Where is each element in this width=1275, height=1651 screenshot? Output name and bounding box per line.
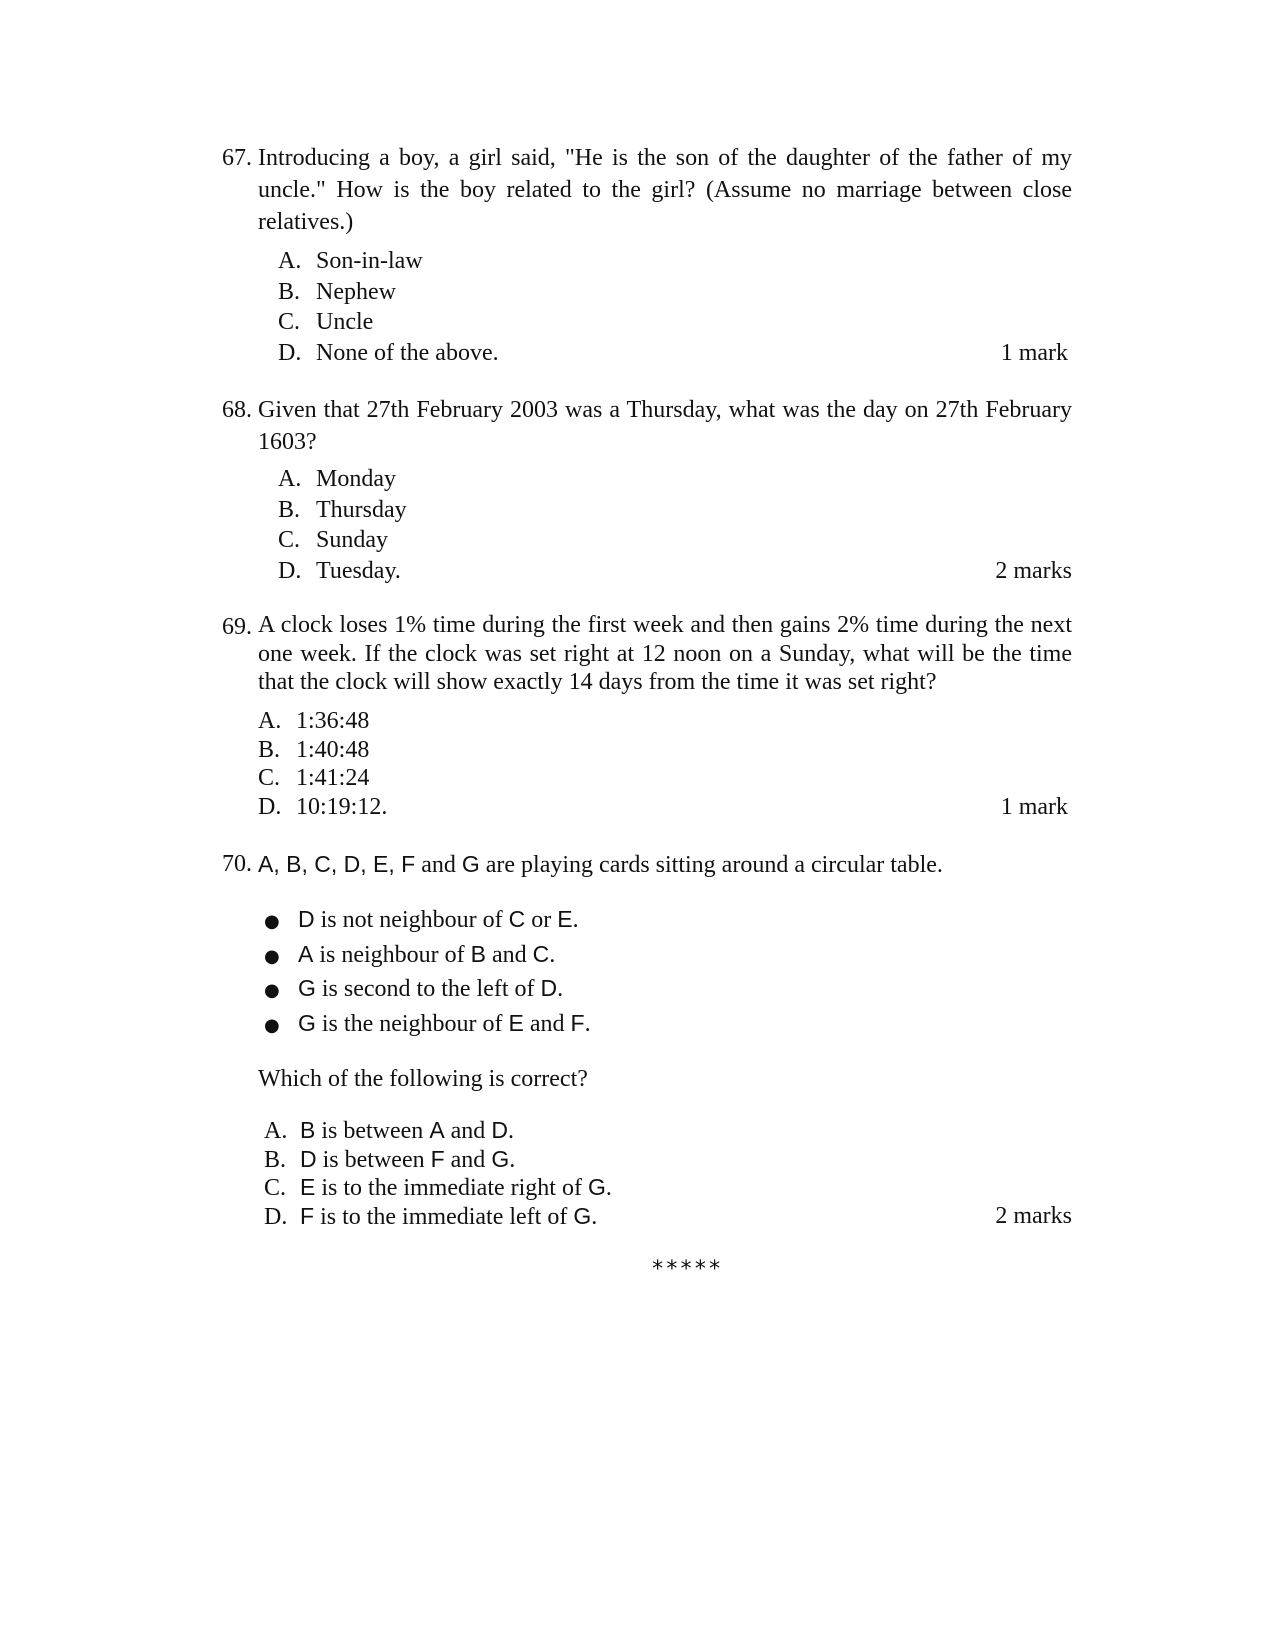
option-d: D. 10:19:12. 1 mark [258,793,1068,820]
option-d: D. F is to the immediate left of G. 2 marks [264,1202,1072,1230]
question-number: 69. [222,614,252,640]
clue-item: ● D is not neighbour of C or E. [264,902,591,937]
end-marker: ***** [651,1257,723,1282]
question-text: Introducing a boy, a girl said, "He is the son of the daughter of the father of my uncle." How is the boy related to the girl? (Assume no marriage between close relatives.) [258,145,1072,235]
options-list [278,246,1072,368]
option-b: B. Nephew [278,278,396,305]
question-prompt: Which of the following is correct? [258,1066,588,1092]
option-d: D. Tuesday. 2 marks [278,556,1072,587]
option-a: A. Son-in-law [278,248,423,274]
option-c: C. 1:41:24 [258,765,370,791]
question-number: 70. [222,851,252,877]
question-68 [222,394,1072,584]
question-number: 68. [222,397,252,423]
marks-label: 2 marks [995,1202,1072,1229]
option-c: C. E is to the immediate right of G. [264,1174,612,1201]
clue-item: ● A is neighbour of B and C. [264,937,591,972]
option-d: D. None of the above. 1 mark [278,338,1072,369]
question-number: 67. [222,145,252,171]
question-67 [222,142,1072,366]
option-a: A. 1:36:48 [258,708,370,734]
options-list [258,707,1072,821]
bullet-icon: ● [264,945,280,967]
question-69 [222,611,1072,820]
question-text: A clock loses 1% time during the first week and then gains 2% time during the next one week. If the clock was set right at 12 noon on a Sunday, what will be the time that the clock will show exactly 14 days from the time it was set right? [258,612,1072,695]
marks-label: 1 mark [1000,339,1068,366]
options-list [264,1116,1072,1230]
bullet-icon: ● [264,1014,280,1036]
option-b: B. 1:40:48 [258,736,370,763]
options-list [278,464,1072,586]
option-c: C. Sunday [278,527,388,553]
clue-item: ● G is second to the left of D. [264,971,591,1006]
option-a: A. Monday [278,466,396,492]
option-a: A. B is between A and D. [264,1117,514,1144]
marks-label: 2 marks [995,557,1072,584]
option-b: B. D is between F and G. [264,1145,516,1173]
clue-item: ● G is the neighbour of E and F. [264,1006,591,1041]
question-text: Given that 27th February 2003 was a Thursday, what was the day on 27th February 1603? [258,397,1072,455]
option-b: B. Thursday [278,496,407,523]
question-text: A, B, C, D, E, F and G are playing cards sitting around a circular table. [258,851,943,878]
bullet-icon: ● [264,911,280,932]
option-c: C. Uncle [278,309,374,335]
clue-list [264,902,591,1040]
marks-label: 1 mark [1000,793,1068,820]
question-70 [222,848,1072,1230]
bullet-icon: ● [264,980,280,1001]
